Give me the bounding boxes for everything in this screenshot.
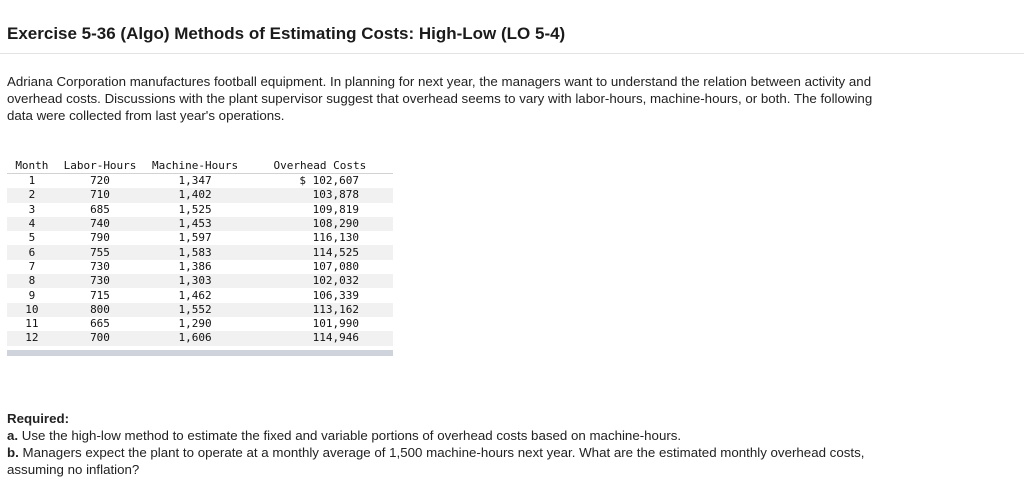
cell-overhead-costs: $ 102,607	[299, 174, 359, 188]
table-footer-bar	[7, 350, 393, 356]
title-divider	[0, 53, 1024, 54]
cell-overhead-costs: 108,290	[312, 217, 359, 231]
cell-machine-hours: 1,597	[178, 231, 212, 245]
table-row	[7, 188, 393, 202]
cell-labor-hours: 730	[90, 259, 110, 273]
cell-month: 7	[28, 259, 36, 273]
cell-machine-hours: 1,290	[178, 317, 212, 331]
cell-labor-hours: 665	[90, 317, 110, 331]
cell-labor-hours: 685	[90, 202, 110, 216]
cell-machine-hours: 1,525	[178, 202, 212, 216]
table-row	[7, 245, 393, 259]
data-table	[7, 159, 393, 346]
cell-month: 11	[25, 317, 39, 331]
cell-labor-hours: 700	[90, 331, 110, 345]
cell-overhead-costs: 106,339	[312, 288, 359, 302]
table-row	[7, 217, 393, 231]
cell-month: 2	[28, 188, 36, 202]
part-a-letter: a.	[7, 428, 19, 443]
table-row	[7, 231, 393, 245]
header-machine-hours: Machine-Hours	[151, 159, 239, 172]
table-header-row	[7, 159, 393, 174]
cell-month: 3	[28, 202, 36, 216]
cell-month: 1	[28, 174, 36, 188]
cell-overhead-costs: 103,878	[312, 188, 359, 202]
cell-overhead-costs: 114,946	[312, 331, 359, 345]
part-b-letter: b.	[7, 445, 19, 460]
cell-month: 12	[25, 331, 39, 345]
table-row	[7, 317, 393, 331]
table-row	[7, 288, 393, 302]
cell-machine-hours: 1,462	[178, 288, 212, 302]
cell-month: 5	[28, 231, 36, 245]
cell-machine-hours: 1,583	[178, 245, 212, 259]
cell-overhead-costs: 114,525	[312, 245, 359, 259]
part-a-text: Use the high-low method to estimate the fixed and variable portions of overhead costs based on machine-hours.	[21, 428, 682, 443]
table-row	[7, 331, 393, 345]
exercise-title: Exercise 5-36 (Algo) Methods of Estimating Costs: High-Low (LO 5-4)	[7, 24, 566, 43]
table-row	[7, 174, 393, 189]
cell-machine-hours: 1,303	[178, 274, 212, 288]
table-row	[7, 203, 393, 217]
cell-labor-hours: 730	[90, 274, 110, 288]
cell-overhead-costs: 107,080	[312, 259, 359, 273]
cell-overhead-costs: 113,162	[312, 302, 359, 316]
cell-month: 6	[28, 245, 36, 259]
cell-machine-hours: 1,386	[178, 259, 212, 273]
header-month: Month	[15, 159, 49, 172]
cell-overhead-costs: 116,130	[312, 231, 359, 245]
cell-month: 4	[28, 217, 36, 231]
intro-paragraph: Adriana Corporation manufactures football equipment. In planning for next year, the managers want to understand the relation between activity and overhead costs. Discussions with the plant supervisor suggest that overhead seems to vary with labor-hours, machine-hours, or both. The following data were collected from last year's operations.	[7, 74, 873, 123]
cell-machine-hours: 1,453	[178, 217, 212, 231]
cell-machine-hours: 1,347	[178, 174, 212, 188]
table-row	[7, 274, 393, 288]
table-row	[7, 303, 393, 317]
required-part-b	[7, 444, 907, 478]
cell-labor-hours: 715	[90, 288, 110, 302]
required-heading: Required:	[7, 411, 70, 426]
cell-month: 9	[28, 288, 36, 302]
cell-month: 8	[28, 274, 36, 288]
cell-labor-hours: 790	[90, 231, 110, 245]
required-section	[7, 410, 907, 478]
cell-labor-hours: 710	[90, 188, 110, 202]
header-labor-hours: Labor-Hours	[63, 159, 137, 172]
cell-overhead-costs: 102,032	[312, 274, 359, 288]
cell-labor-hours: 800	[90, 302, 110, 316]
table-body	[7, 174, 393, 346]
cell-labor-hours: 755	[90, 245, 110, 259]
required-part-a	[7, 427, 907, 444]
header-overhead-costs: Overhead Costs	[273, 159, 367, 172]
cell-overhead-costs: 101,990	[312, 317, 359, 331]
cell-labor-hours: 740	[90, 217, 110, 231]
table-row	[7, 260, 393, 274]
part-b-text: Managers expect the plant to operate at a monthly average of 1,500 machine-hours next year. What are the estimated monthly overhead costs, assuming no inflation?	[7, 445, 865, 477]
cell-machine-hours: 1,552	[178, 302, 212, 316]
cell-labor-hours: 720	[90, 174, 110, 188]
cell-month: 10	[25, 302, 39, 316]
cell-overhead-costs: 109,819	[312, 202, 359, 216]
cell-machine-hours: 1,402	[178, 188, 212, 202]
cell-machine-hours: 1,606	[178, 331, 212, 345]
